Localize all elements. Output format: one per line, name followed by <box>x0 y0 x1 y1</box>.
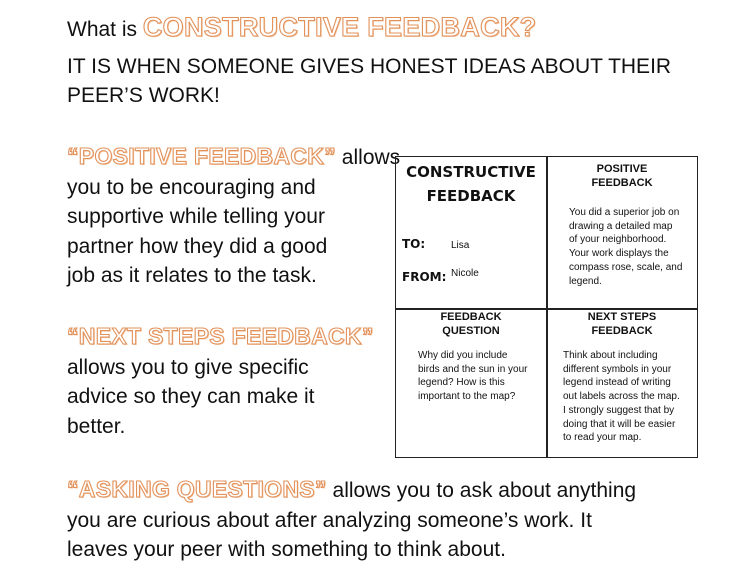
feedback-question-cell-heading: FEEDBACK QUESTION <box>440 311 502 337</box>
to-name: Lisa <box>451 240 470 251</box>
positive-line: allows <box>335 146 401 169</box>
asking-questions-heading: “ASKING QUESTIONS” <box>67 476 327 502</box>
form-divider-vertical <box>546 157 548 457</box>
asking-line: allows you to ask about anything <box>326 479 637 502</box>
asking-line: you are curious about after analyzing someone’s work. It <box>67 508 592 532</box>
next-steps-line: allows you to give specific <box>67 355 309 379</box>
definition-line-2: PEER’S WORK! <box>67 84 220 107</box>
definition-line-1: IT IS WHEN SOMEONE GIVES HONEST IDEAS ABOUT THEIR <box>67 55 672 78</box>
asking-line: leaves your peer with something to think about. <box>67 538 506 561</box>
positive-feedback-heading: “POSITIVE FEEDBACK” <box>67 143 336 169</box>
asking-questions-paragraph <box>67 475 636 565</box>
page-title <box>67 12 536 45</box>
positive-line: supportive while telling your <box>67 205 325 228</box>
next-steps-heading: “NEXT STEPS FEEDBACK” <box>67 323 374 349</box>
positive-line: job as it relates to the task. <box>67 264 317 287</box>
next-steps-cell-heading: NEXT STEPS FEEDBACK <box>587 311 657 337</box>
positive-line: partner how they did a good <box>67 234 328 258</box>
form-title: CONSTRUCTIVE FEEDBACK <box>406 163 536 205</box>
next-steps-paragraph <box>67 322 374 441</box>
to-label: TO: <box>402 237 426 251</box>
title-prefix: What is <box>67 18 138 41</box>
positive-feedback-cell-heading: POSITIVE FEEDBACK <box>591 163 653 189</box>
from-name: Nicole <box>451 268 479 279</box>
title-highlight: CONSTRUCTIVE FEEDBACK? <box>142 12 537 42</box>
positive-line: you to be encouraging and <box>67 175 316 199</box>
feedback-form <box>395 156 698 458</box>
next-steps-cell-body: Think about including different symbols in your legend instead of writing out labels across the map. I strongly suggest that by doing that it will be easier to read your map. <box>563 350 680 444</box>
positive-feedback-paragraph <box>67 142 400 291</box>
from-label: FROM: <box>402 270 447 284</box>
next-steps-line: advice so they can make it <box>67 385 315 408</box>
feedback-question-cell-body: Why did you include birds and the sun in your legend? How is this important to the map? <box>418 350 528 403</box>
positive-feedback-cell-body: You did a superior job on drawing a detailed map of your neighborhood. Your work displays the compass rose, scale, and legend. <box>569 207 683 287</box>
next-steps-line: better. <box>67 414 126 438</box>
